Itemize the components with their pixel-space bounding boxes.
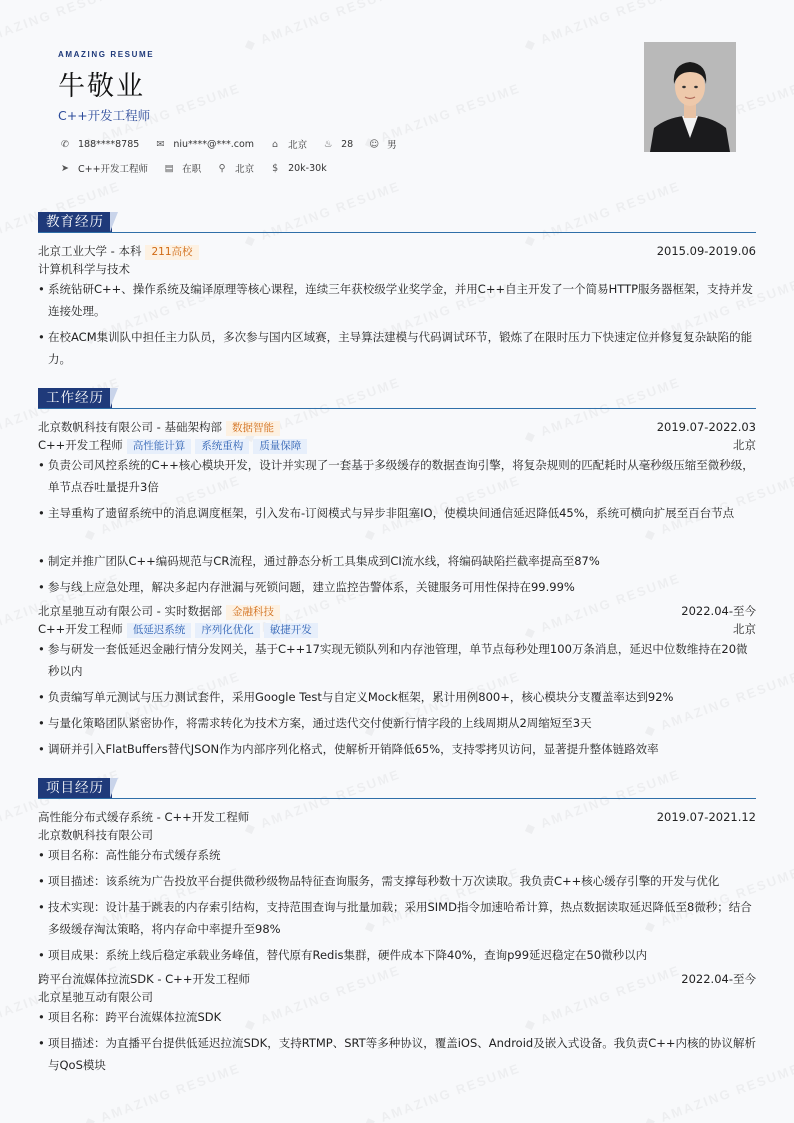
mail-icon: ✉	[156, 138, 165, 150]
email-item	[153, 139, 254, 150]
intent-job-item	[58, 161, 148, 175]
project-entry-header	[38, 809, 756, 825]
work-city: 北京	[733, 438, 756, 452]
list-item-text: 与量化策略团队紧密协作，将需求转化为技术方案，通过迭代交付使新行情字段的上线周期从2周缩短至3天	[48, 716, 592, 730]
section-title-decoration	[110, 778, 118, 798]
email-text: niu****@***.com	[173, 138, 255, 150]
list-item-text: 项目成果：系统上线后稳定承载业务峰值，替代原有Redis集群，硬件成本下降40%，查询p99延迟稳定在50微秒以内	[48, 948, 648, 962]
job-intent-row	[58, 161, 341, 175]
status-item	[162, 161, 201, 175]
section-title-decoration	[110, 388, 118, 408]
list-item: • 与量化策略团队紧密协作，将需求转化为技术方案，通过迭代交付使新行情字段的上线周期从2周缩短至3天	[38, 712, 756, 734]
list-item-text: 项目名称：高性能分布式缓存系统	[48, 848, 221, 862]
list-item-text: 在校ACM集训队中担任主力队员，多次参与国内区域赛，主导算法建模与代码调试环节，锻炼了在限时压力下快速定位并修复复杂缺陷的能力。	[48, 330, 753, 366]
project-company-text: 北京数帆科技有限公司	[38, 828, 153, 842]
list-item: • 系统钻研C++、操作系统及编译原理等核心课程，连续三年获校级学业奖学金，并用C++自主开发了一个简易HTTP服务器框架，支持并发连接处理。	[38, 278, 756, 322]
project-company	[38, 827, 756, 843]
age-text: 28	[341, 138, 354, 150]
list-item: • 项目名称：高性能分布式缓存系统	[38, 844, 756, 866]
list-item: • 项目名称：跨平台流媒体拉流SDK	[38, 1006, 756, 1028]
candidate-name: 牛敬业	[58, 71, 145, 102]
age-item	[321, 139, 353, 150]
section-divider	[38, 798, 756, 799]
send-icon: ➤	[61, 162, 69, 174]
work-entry-header	[38, 419, 756, 436]
project-entry-header	[38, 971, 756, 987]
project-title: 跨平台流媒体拉流SDK - C++开发工程师	[38, 972, 250, 986]
contact-row	[58, 137, 411, 151]
intent-city-text: 北京	[235, 164, 255, 175]
job-title: C++开发工程师	[58, 108, 151, 123]
work-date: 2019.07-2022.03	[656, 420, 756, 434]
gender-item	[367, 137, 397, 151]
list-item: • 调研并引入FlatBuffers替代JSON作为内部序列化格式，使解析开销降低65%，支持零拷贝访问，显著提升整体链路效率	[38, 738, 756, 760]
location-pin-icon: ⚲	[218, 162, 226, 174]
salary-icon: $	[272, 162, 279, 174]
project-date: 2022.04-至今	[681, 972, 756, 986]
briefcase-icon: ▤	[164, 162, 174, 174]
list-item-text: 项目描述：该系统为广告投放平台提供微秒级物品特征查询服务，需支撑每秒数十万次读取。我负责C++核心缓存引擎的开发与优化	[48, 874, 720, 888]
profile-photo	[644, 42, 736, 152]
skill-tag: 低延迟系统	[127, 623, 192, 638]
education-section-title: 教育经历	[38, 212, 112, 232]
list-item: • 参与研发一套低延迟金融行情分发网关，基于C++17实现无锁队列和内存池管理，单节点每秒处理100万条消息，延迟中位数维持在20微秒以内	[38, 638, 756, 682]
section-divider	[38, 408, 756, 409]
list-item: • 制定并推广团队C++编码规范与CR流程，通过静态分析工具集成到CI流水线，将编码缺陷拦截率提高至87%	[38, 550, 756, 572]
project-company	[38, 989, 756, 1005]
list-item-text: 主导重构了遗留系统中的消息调度框架，引入发布-订阅模式与异步非阻塞IO，使模块间通信延迟降低45%，系统可横向扩展至百台节点	[48, 506, 735, 520]
work-city: 北京	[733, 622, 756, 636]
major-text: 计算机科学与技术	[38, 262, 130, 276]
project-section-header	[38, 778, 756, 800]
project-title: 高性能分布式缓存系统 - C++开发工程师	[38, 810, 250, 824]
skill-tag: 敏捷开发	[264, 623, 318, 638]
skill-tag: 系统重构	[195, 439, 249, 454]
work-date: 2022.04-至今	[681, 604, 756, 618]
brand-label: AMAZING RESUME	[58, 50, 155, 59]
skill-tag: 高性能计算	[127, 439, 192, 454]
role-text: C++开发工程师	[38, 622, 123, 636]
gender-text: 男	[387, 140, 397, 151]
list-item: • 项目成果：系统上线后稳定承载业务峰值，替代原有Redis集群，硬件成本下降40%，查询p99延迟稳定在50微秒以内	[38, 944, 756, 966]
list-item: • 技术实现：设计基于跳表的内存索引结构，支持范围查询与批量加载；采用SIMD指令加速哈希计算，热点数据读取延迟降低至8微秒；结合多级缓存淘汰策略，将内存命中率提升至98%	[38, 896, 756, 940]
list-item-text: 参与线上应急处理，解决多起内存泄漏与死锁问题，建立监控告警体系，关键服务可用性保持在99.99%	[48, 580, 575, 594]
person-portrait-icon	[644, 42, 736, 152]
list-item-text: 技术实现：设计基于跳表的内存索引结构，支持范围查询与批量加载；采用SIMD指令加速哈希计算，热点数据读取延迟降低至8微秒；结合多级缓存淘汰策略，将内存命中率提升至98%	[48, 900, 752, 936]
list-item: • 负责公司风控系统的C++核心模块开发，设计并实现了一套基于多级缓存的数据查询引擎，将复杂规则的匹配耗时从毫秒级压缩至微秒级，单节点吞吐量提升3倍	[38, 454, 756, 498]
home-item	[268, 137, 307, 151]
work-role-line	[38, 621, 756, 638]
list-item-text: 参与研发一套低延迟金融行情分发网关，基于C++17实现无锁队列和内存池管理，单节点每秒处理100万条消息，延迟中位数维持在20微秒以内	[48, 642, 748, 678]
education-entry-header	[38, 243, 756, 260]
skill-tag: 质量保障	[253, 439, 307, 454]
intent-city-item	[215, 161, 254, 175]
list-item-text: 负责公司风控系统的C++核心模块开发，设计并实现了一套基于多级缓存的数据查询引擎，将复杂规则的匹配耗时从毫秒级压缩至微秒级，单节点吞吐量提升3倍	[48, 458, 754, 494]
list-item: • 项目描述：该系统为广告投放平台提供微秒级物品特征查询服务，需支撑每秒数十万次读取。我负责C++核心缓存引擎的开发与优化	[38, 870, 756, 892]
salary-text: 20k-30k	[288, 162, 327, 174]
project-section-title: 项目经历	[38, 778, 112, 798]
status-text: 在职	[182, 164, 202, 175]
company-name: 北京数帆科技有限公司 - 基础架构部	[38, 420, 222, 434]
phone-text: 188****8785	[78, 138, 140, 150]
list-item-text: 负责编写单元测试与压力测试套件，采用Google Test与自定义Mock框架，累计用例800+，核心模块分支覆盖率达到92%	[48, 690, 674, 704]
intent-job-text: C++开发工程师	[78, 164, 149, 175]
list-item-text: 系统钻研C++、操作系统及编译原理等核心课程，连续三年获校级学业奖学金，并用C++自主开发了一个简易HTTP服务器框架，支持并发连接处理。	[48, 282, 754, 318]
company-name: 北京星驰互动有限公司 - 实时数据部	[38, 604, 222, 618]
school-tag: 211高校	[145, 245, 198, 260]
industry-tag: 数据智能	[226, 421, 280, 436]
list-item-text: 制定并推广团队C++编码规范与CR流程，通过静态分析工具集成到CI流水线，将编码缺陷拦截率提高至87%	[48, 554, 600, 568]
work-role-line	[38, 437, 756, 454]
education-section-header	[38, 212, 756, 234]
skill-tag: 序列化优化	[195, 623, 260, 638]
list-item: • 参与线上应急处理，解决多起内存泄漏与死锁问题，建立监控告警体系，关键服务可用性保持在99.99%	[38, 576, 756, 598]
salary-item	[268, 163, 327, 174]
phone-icon: ✆	[61, 138, 69, 150]
project-date: 2019.07-2021.12	[656, 810, 756, 824]
list-item-text: 调研并引入FlatBuffers替代JSON作为内部序列化格式，使解析开销降低65%，支持零拷贝访问，显著提升整体链路效率	[48, 742, 659, 756]
section-title-decoration	[110, 212, 118, 232]
list-item-text: 项目名称：跨平台流媒体拉流SDK	[48, 1010, 222, 1024]
list-item: • 主导重构了遗留系统中的消息调度框架，引入发布-订阅模式与异步非阻塞IO，使模块间通信延迟降低45%，系统可横向扩展至百台节点	[38, 502, 756, 524]
work-entry-header	[38, 603, 756, 620]
list-item-text: 项目描述：为直播平台提供低延迟拉流SDK，支持RTMP、SRT等多种协议，覆盖iOS、Android及嵌入式设备。我负责C++内核的协议解析与QoS模块	[48, 1036, 757, 1072]
home-icon: ⌂	[272, 138, 279, 150]
home-text: 北京	[288, 140, 308, 151]
list-item: • 负责编写单元测试与压力测试套件，采用Google Test与自定义Mock框架，累计用例800+，核心模块分支覆盖率达到92%	[38, 686, 756, 708]
work-section-title: 工作经历	[38, 388, 112, 408]
list-item: • 项目描述：为直播平台提供低延迟拉流SDK，支持RTMP、SRT等多种协议，覆盖iOS、Android及嵌入式设备。我负责C++内核的协议解析与QoS模块	[38, 1032, 756, 1076]
education-date: 2015.09-2019.06	[656, 244, 756, 258]
gender-icon: ☺	[369, 138, 380, 150]
list-item: • 在校ACM集训队中担任主力队员，多次参与国内区域赛，主导算法建模与代码调试环节，锻炼了在限时压力下快速定位并修复复杂缺陷的能力。	[38, 326, 756, 370]
project-company-text: 北京星驰互动有限公司	[38, 990, 153, 1004]
work-section-header	[38, 388, 756, 410]
role-text: C++开发工程师	[38, 438, 123, 452]
section-divider	[38, 232, 756, 233]
phone-item	[58, 139, 139, 150]
age-icon: ♨	[323, 138, 333, 150]
school-name: 北京工业大学 - 本科	[38, 244, 142, 258]
education-major	[38, 261, 756, 277]
industry-tag: 金融科技	[226, 605, 280, 620]
